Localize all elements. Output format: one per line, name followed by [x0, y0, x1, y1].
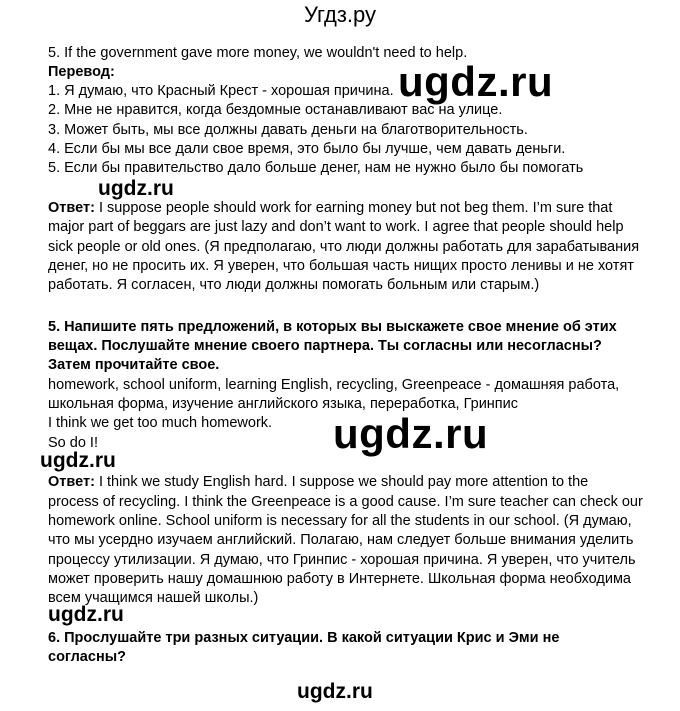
translation-item: 3. Может быть, мы все должны давать деньги на благотворительность. — [48, 122, 528, 138]
watermark: ugdz.ru — [48, 603, 124, 626]
answer-line: что мы усердно изучаем английский. Полагаю, нам следует больше внимания уделить — [48, 532, 634, 548]
translation-item: 4. Если бы мы все дали свое время, это было бы лучше, чем давать деньги. — [48, 141, 566, 157]
answer-line — [48, 199, 612, 218]
answer-text: I suppose people should work for earning money but not beg them. I’m sure that — [98, 200, 613, 216]
task-heading-line: 5. Напишите пять предложений, в которых вы выскажете свое мнение об этих — [48, 319, 617, 335]
answer-line: homework online. School uniform is necessary for all the students in our school. (Я думаю, — [48, 513, 632, 529]
task-heading-line: 6. Прослушайте три разных ситуации. В какой ситуации Крис и Эми не — [48, 630, 560, 646]
answer-label: Ответ: — [48, 474, 95, 490]
task-heading-line: согласны? — [48, 649, 126, 665]
topics-line: школьная форма, изучение английского языка, переработка, Гринпис — [48, 396, 519, 412]
sentence-5-english: 5. If the government gave more money, we wouldn't need to help. — [48, 45, 468, 61]
answer-line: process of recycling. I think the Greenpeace is a good cause. I’m sure teacher can check our — [48, 494, 643, 510]
answer-line: sick people or old ones. (Я предполагаю, что люди должны работать для зарабатывания — [48, 239, 640, 255]
example-line: So do I! — [48, 435, 98, 451]
translation-item: 1. Я думаю, что Красный Крест - хорошая причина. — [48, 83, 394, 99]
watermark: ugdz.ru — [398, 58, 554, 105]
task-heading-line: Затем прочитайте свое. — [48, 357, 220, 373]
answer-line — [48, 473, 588, 492]
watermark: ugdz.ru — [333, 410, 489, 457]
answer-label: Ответ: — [48, 200, 95, 216]
answer-line: работать. Я согласен, что люди должны помогать больным или старым.) — [48, 277, 540, 293]
answer-text: I think we study English hard. I suppose we should pay more attention to the — [98, 474, 589, 490]
answer-line: может проверить нашу домашнюю работу в Интернете. Школьная форма необходима — [48, 571, 631, 587]
watermark: ugdz.ru — [40, 449, 116, 472]
topics-line: homework, school uniform, learning English, recycling, Greenpeace - домашняя работа, — [48, 377, 620, 393]
answer-line: major part of beggars are just lazy and don’t want to work. I agree that people should help — [48, 219, 624, 235]
watermark: ugdz.ru — [297, 680, 373, 703]
task-heading-line: вещах. Послушайте мнение своего партнера. Ты согласны или несогласны? — [48, 338, 602, 354]
site-title: Угдз.ру — [303, 2, 377, 27]
translation-item: 2. Мне не нравится, когда бездомные останавливают вас на улице. — [48, 102, 503, 118]
translation-item: 5. Если бы правительство дало больше денег, нам не нужно было бы помогать — [48, 160, 584, 176]
watermark: ugdz.ru — [98, 177, 174, 200]
answer-line: денег, но не просить их. Я уверен, что большая часть нищих просто ленивы и не хотят — [48, 258, 634, 274]
answer-line: процессу утилизации. Я думаю, что Гринпис - хорошая причина. Я уверен, что учитель — [48, 552, 636, 568]
translation-heading: Перевод: — [48, 64, 115, 80]
example-line: I think we get too much homework. — [48, 415, 273, 431]
answer-line: всем учащимся нашей школы.) — [48, 590, 259, 606]
